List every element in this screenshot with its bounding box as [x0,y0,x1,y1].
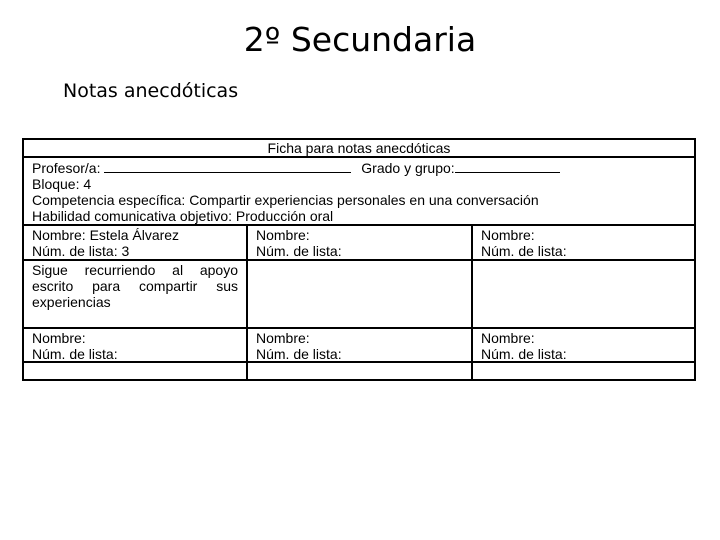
notes-row-1 [24,261,694,329]
student-list-number: Núm. de lista: [32,346,118,362]
student-name: Nombre: [32,330,86,346]
notes-row-2 [24,363,694,379]
note-cell[interactable] [248,261,473,327]
slide-title: 2º Secundaria [243,20,477,59]
student-header-row-1 [24,226,694,261]
student-cell [248,226,473,259]
grade-group-label: Grado y grupo: [361,160,455,176]
student-header-row-2 [24,329,694,363]
student-list-number: Núm. de lista: [481,243,567,259]
skill-line: Habilidad comunicativa objetivo: Producción oral [32,208,334,224]
block-line: Bloque: 4 [32,176,92,192]
note-cell[interactable] [473,363,694,379]
note-cell[interactable]: Sigue recurriendo al apoyo escrito para compartir sus experiencias [24,261,248,327]
note-cell[interactable] [248,363,473,379]
student-name: Nombre: [481,330,535,346]
student-cell [24,329,248,361]
grade-group-field[interactable] [455,160,560,173]
student-list-number: Núm. de lista: [256,346,342,362]
form-title: Ficha para notas anecdóticas [267,140,451,156]
teacher-line [32,160,686,176]
student-cell [248,329,473,361]
student-list-number: Núm. de lista: [481,346,567,362]
student-name: Nombre: [481,227,535,243]
teacher-label: Profesor/a: [32,160,101,176]
form-title-row [24,140,694,158]
student-list-number: Núm. de lista: 3 [32,243,130,259]
student-cell [473,329,694,361]
competence-line: Competencia específica: Compartir experiencias personales en una conversación [32,192,539,208]
anecdotal-notes-form [22,138,696,381]
note-cell[interactable] [24,363,248,379]
teacher-field[interactable] [104,160,351,173]
student-list-number: Núm. de lista: [256,243,342,259]
student-cell [473,226,694,259]
student-name: Nombre: Estela Álvarez [32,227,180,243]
note-cell[interactable] [473,261,694,327]
student-cell [24,226,248,259]
student-name: Nombre: [256,227,310,243]
slide-subtitle: Notas anecdóticas [63,80,239,102]
form-info-section [24,158,694,226]
student-name: Nombre: [256,330,310,346]
